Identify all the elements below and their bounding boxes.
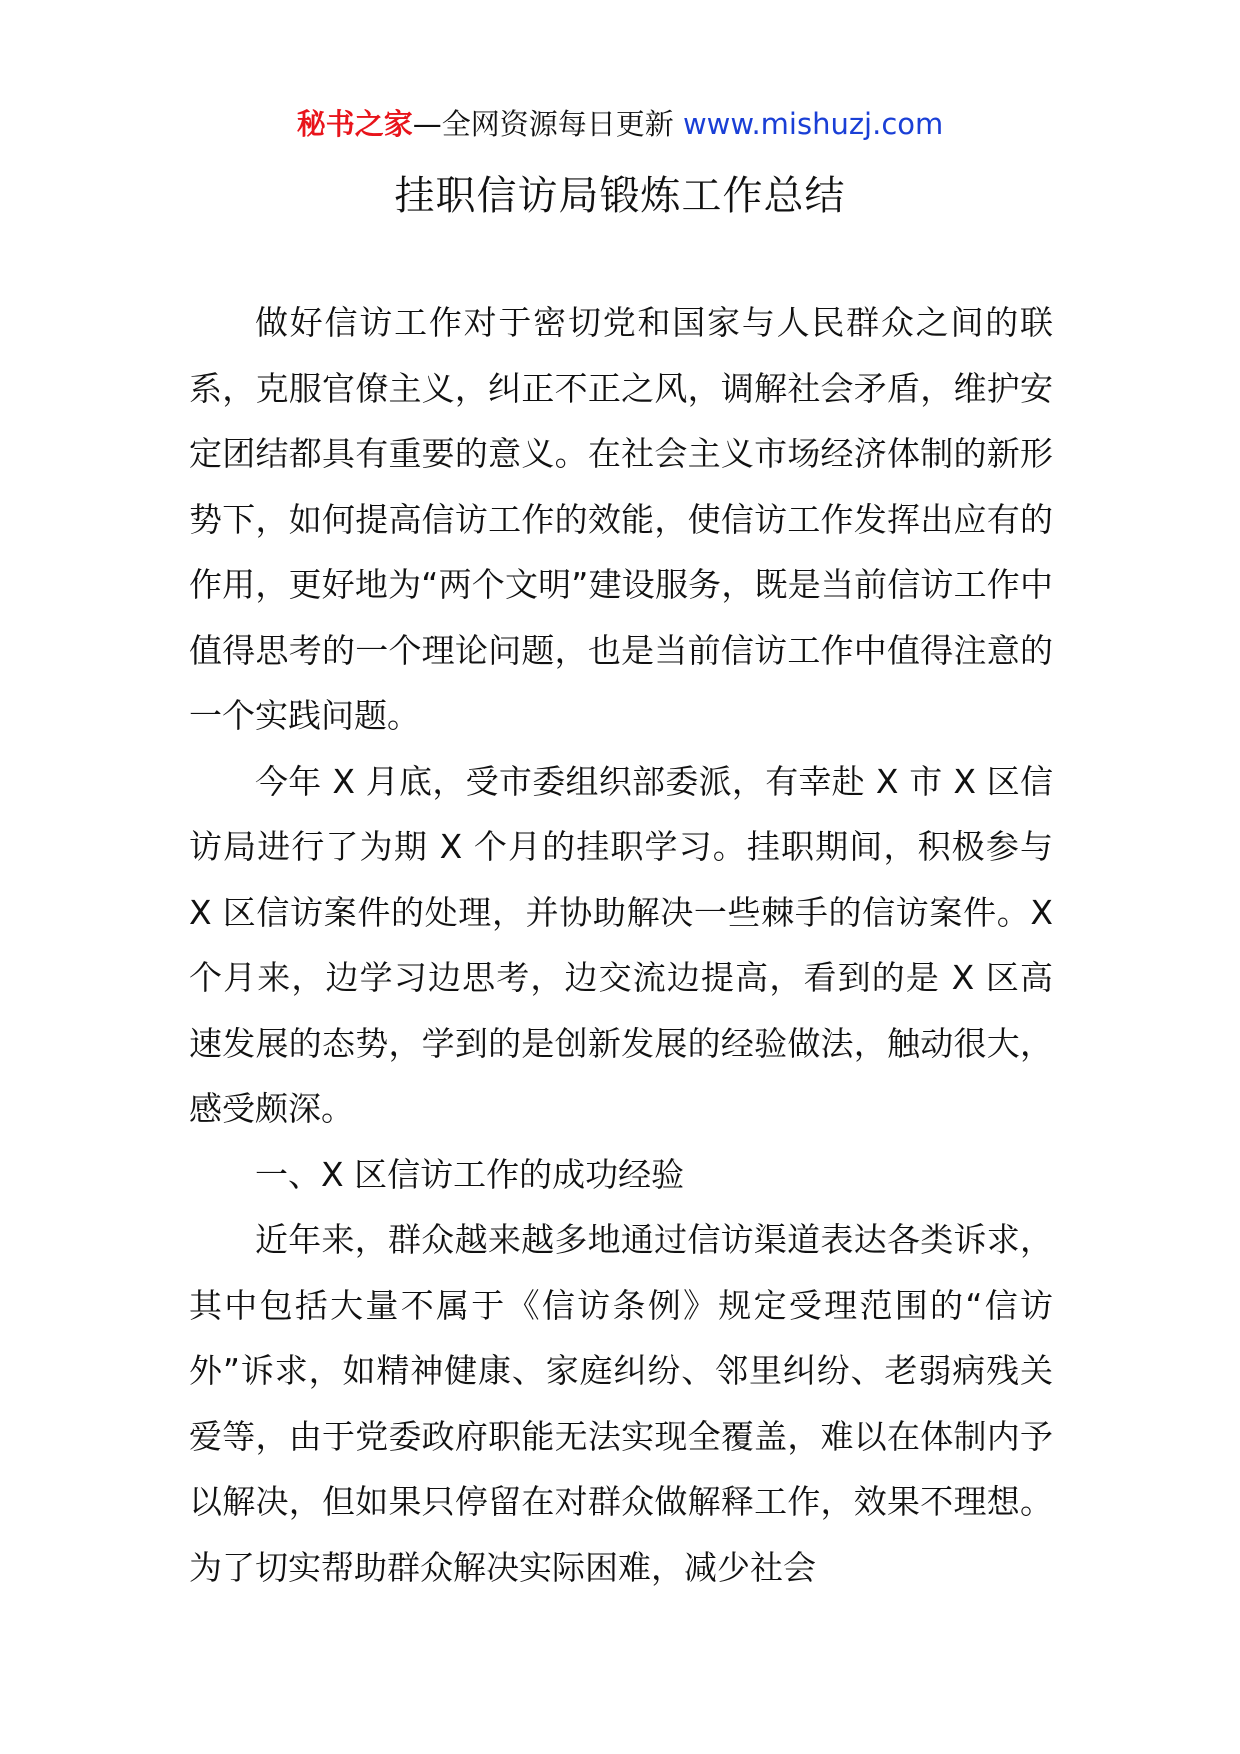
banner-brand: 秘书之家 bbox=[296, 107, 413, 141]
document-body bbox=[189, 290, 1053, 1600]
banner-url-link[interactable]: www.mishuzj.com bbox=[682, 107, 944, 141]
site-banner bbox=[0, 104, 1240, 144]
document-title: 挂职信访局锻炼工作总结 bbox=[394, 173, 846, 219]
assignment-paragraph: 今年 X 月底，受市委组织部委派，有幸赴 X 市 X 区信访局进行了为期 X 个月的挂职学习。挂职期间，积极参与 X 区信访案件的处理，并协助解决一些棘手的信访案件。X 个月来，边学习边思考，边交流边提高，看到的是 X 区高速发展的态势，学到的是创新发展的经验做法，触动很大，感受颇深。 bbox=[189, 761, 1053, 1128]
section-paragraph: 近年来，群众越来越多地通过信访渠道表达各类诉求，其中包括大量不属于《信访条例》规定受理范围的“信访外”诉求，如精神健康、家庭纠纷、邻里纠纷、老弱病残关爱等，由于党委政府职能无法实现全覆盖，难以在体制内予以解决，但如果只停留在对群众做解释工作，效果不理想。为了切实帮助群众解决实际困难，减少社会 bbox=[189, 1220, 1053, 1587]
intro-paragraph: 做好信访工作对于密切党和国家与人民群众之间的联系，克服官僚主义，纠正不正之风，调解社会矛盾，维护安定团结都具有重要的意义。在社会主义市场经济体制的新形势下，如何提高信访工作的效能，使信访工作发挥出应有的作用，更好地为“两个文明”建设服务，既是当前信访工作中值得思考的一个理论问题，也是当前信访工作中值得注意的一个实践问题。 bbox=[189, 303, 1053, 735]
section-heading: 一、X 区信访工作的成功经验 bbox=[255, 1154, 685, 1194]
banner-tagline: —全网资源每日更新 bbox=[412, 107, 683, 141]
